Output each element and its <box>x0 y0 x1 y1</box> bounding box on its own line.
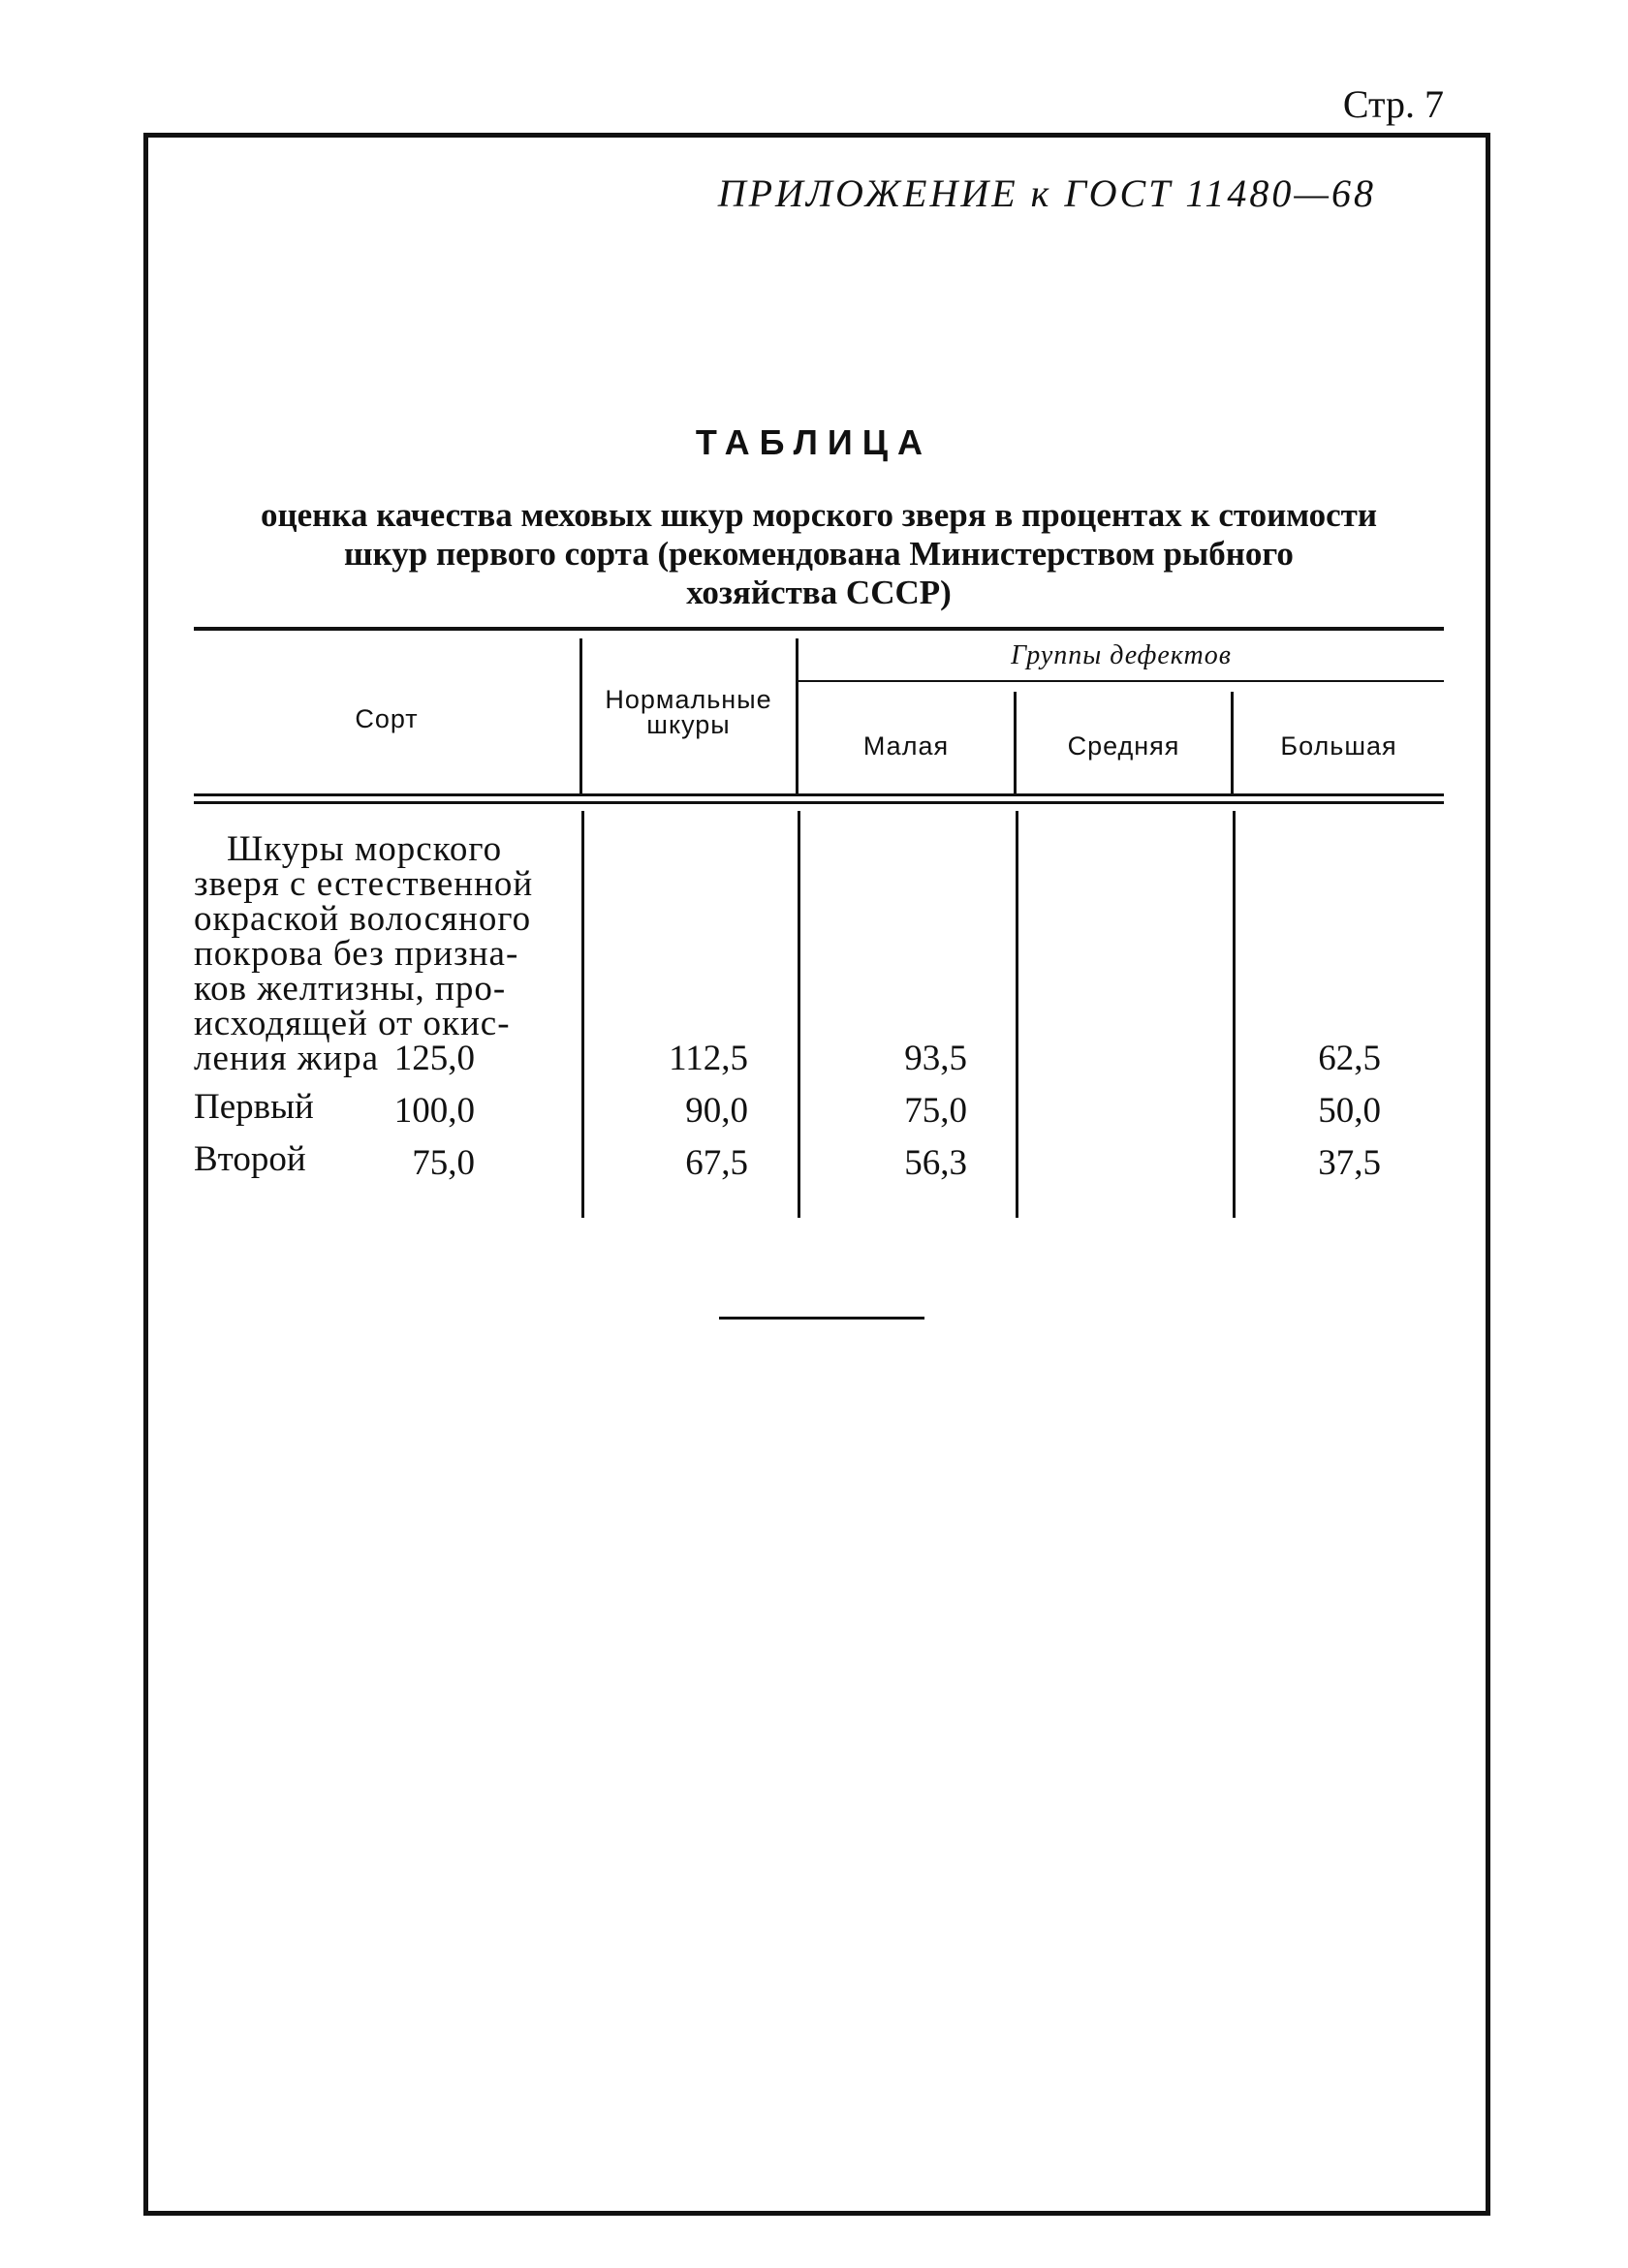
defect-groups-rule <box>797 680 1444 682</box>
header-large: Большая <box>1280 731 1397 761</box>
row-label-line: окраской волосяного <box>194 899 532 939</box>
table-top-rule <box>194 627 1444 631</box>
cell-normal: 75,0 <box>412 1143 475 1183</box>
row-label-line: покрова без призна- <box>194 934 519 974</box>
row-label-first: Первый <box>194 1087 314 1127</box>
header-normal <box>581 687 796 737</box>
row-label-line: ления жира <box>194 1039 380 1078</box>
header-medium: Средняя <box>1067 731 1180 761</box>
header-double-rule <box>194 801 1444 804</box>
header-grade: Сорт <box>355 704 419 733</box>
caption-line: хозяйства СССР) <box>686 574 952 611</box>
header-small: Малая <box>862 731 950 761</box>
table-title: ТАБЛИЦА <box>695 422 933 462</box>
cell-small: 67,5 <box>685 1143 748 1183</box>
cell-large: 62,5 <box>1318 1039 1381 1078</box>
row-label-line: исходящей от окис- <box>194 1004 511 1043</box>
cell-large: 50,0 <box>1318 1091 1381 1131</box>
cell-small: 112,5 <box>669 1039 748 1078</box>
column-divider <box>581 811 584 1218</box>
cell-medium: 56,3 <box>904 1143 967 1183</box>
row-label-natural-color <box>194 829 572 1078</box>
header-defect-groups: Группы дефектов <box>1011 640 1232 670</box>
cell-large: 37,5 <box>1318 1143 1381 1183</box>
row-label-line: Шкуры морского <box>227 829 503 869</box>
cell-small: 90,0 <box>685 1091 748 1131</box>
header-double-rule <box>194 793 1444 796</box>
cell-normal: 125,0 <box>393 1039 475 1078</box>
row-label-second: Второй <box>194 1139 306 1179</box>
column-divider <box>1016 811 1018 1218</box>
column-divider <box>1233 811 1236 1218</box>
appendix-reference: ПРИЛОЖЕНИЕ к ГОСТ 11480—68 <box>717 171 1376 215</box>
caption-line: шкур первого сорта (рекомендована Министерством рыбного <box>344 535 1294 573</box>
cell-medium: 75,0 <box>904 1091 967 1131</box>
row-label-line: ков желтизны, про- <box>194 969 507 1009</box>
quality-table <box>194 627 1444 1218</box>
cell-normal: 100,0 <box>393 1091 475 1131</box>
page-number: Стр. 7 <box>1342 82 1444 126</box>
row-label-line: зверя с естественной <box>194 864 534 904</box>
header-normal-line: Нормальные <box>605 685 772 714</box>
cell-medium: 93,5 <box>904 1039 967 1078</box>
table-caption <box>194 496 1444 612</box>
end-rule <box>719 1317 924 1320</box>
column-divider <box>798 811 800 1218</box>
header-normal-line: шкуры <box>646 710 731 739</box>
caption-line: оценка качества меховых шкур морского зверя в процентах к стоимости <box>260 496 1378 534</box>
